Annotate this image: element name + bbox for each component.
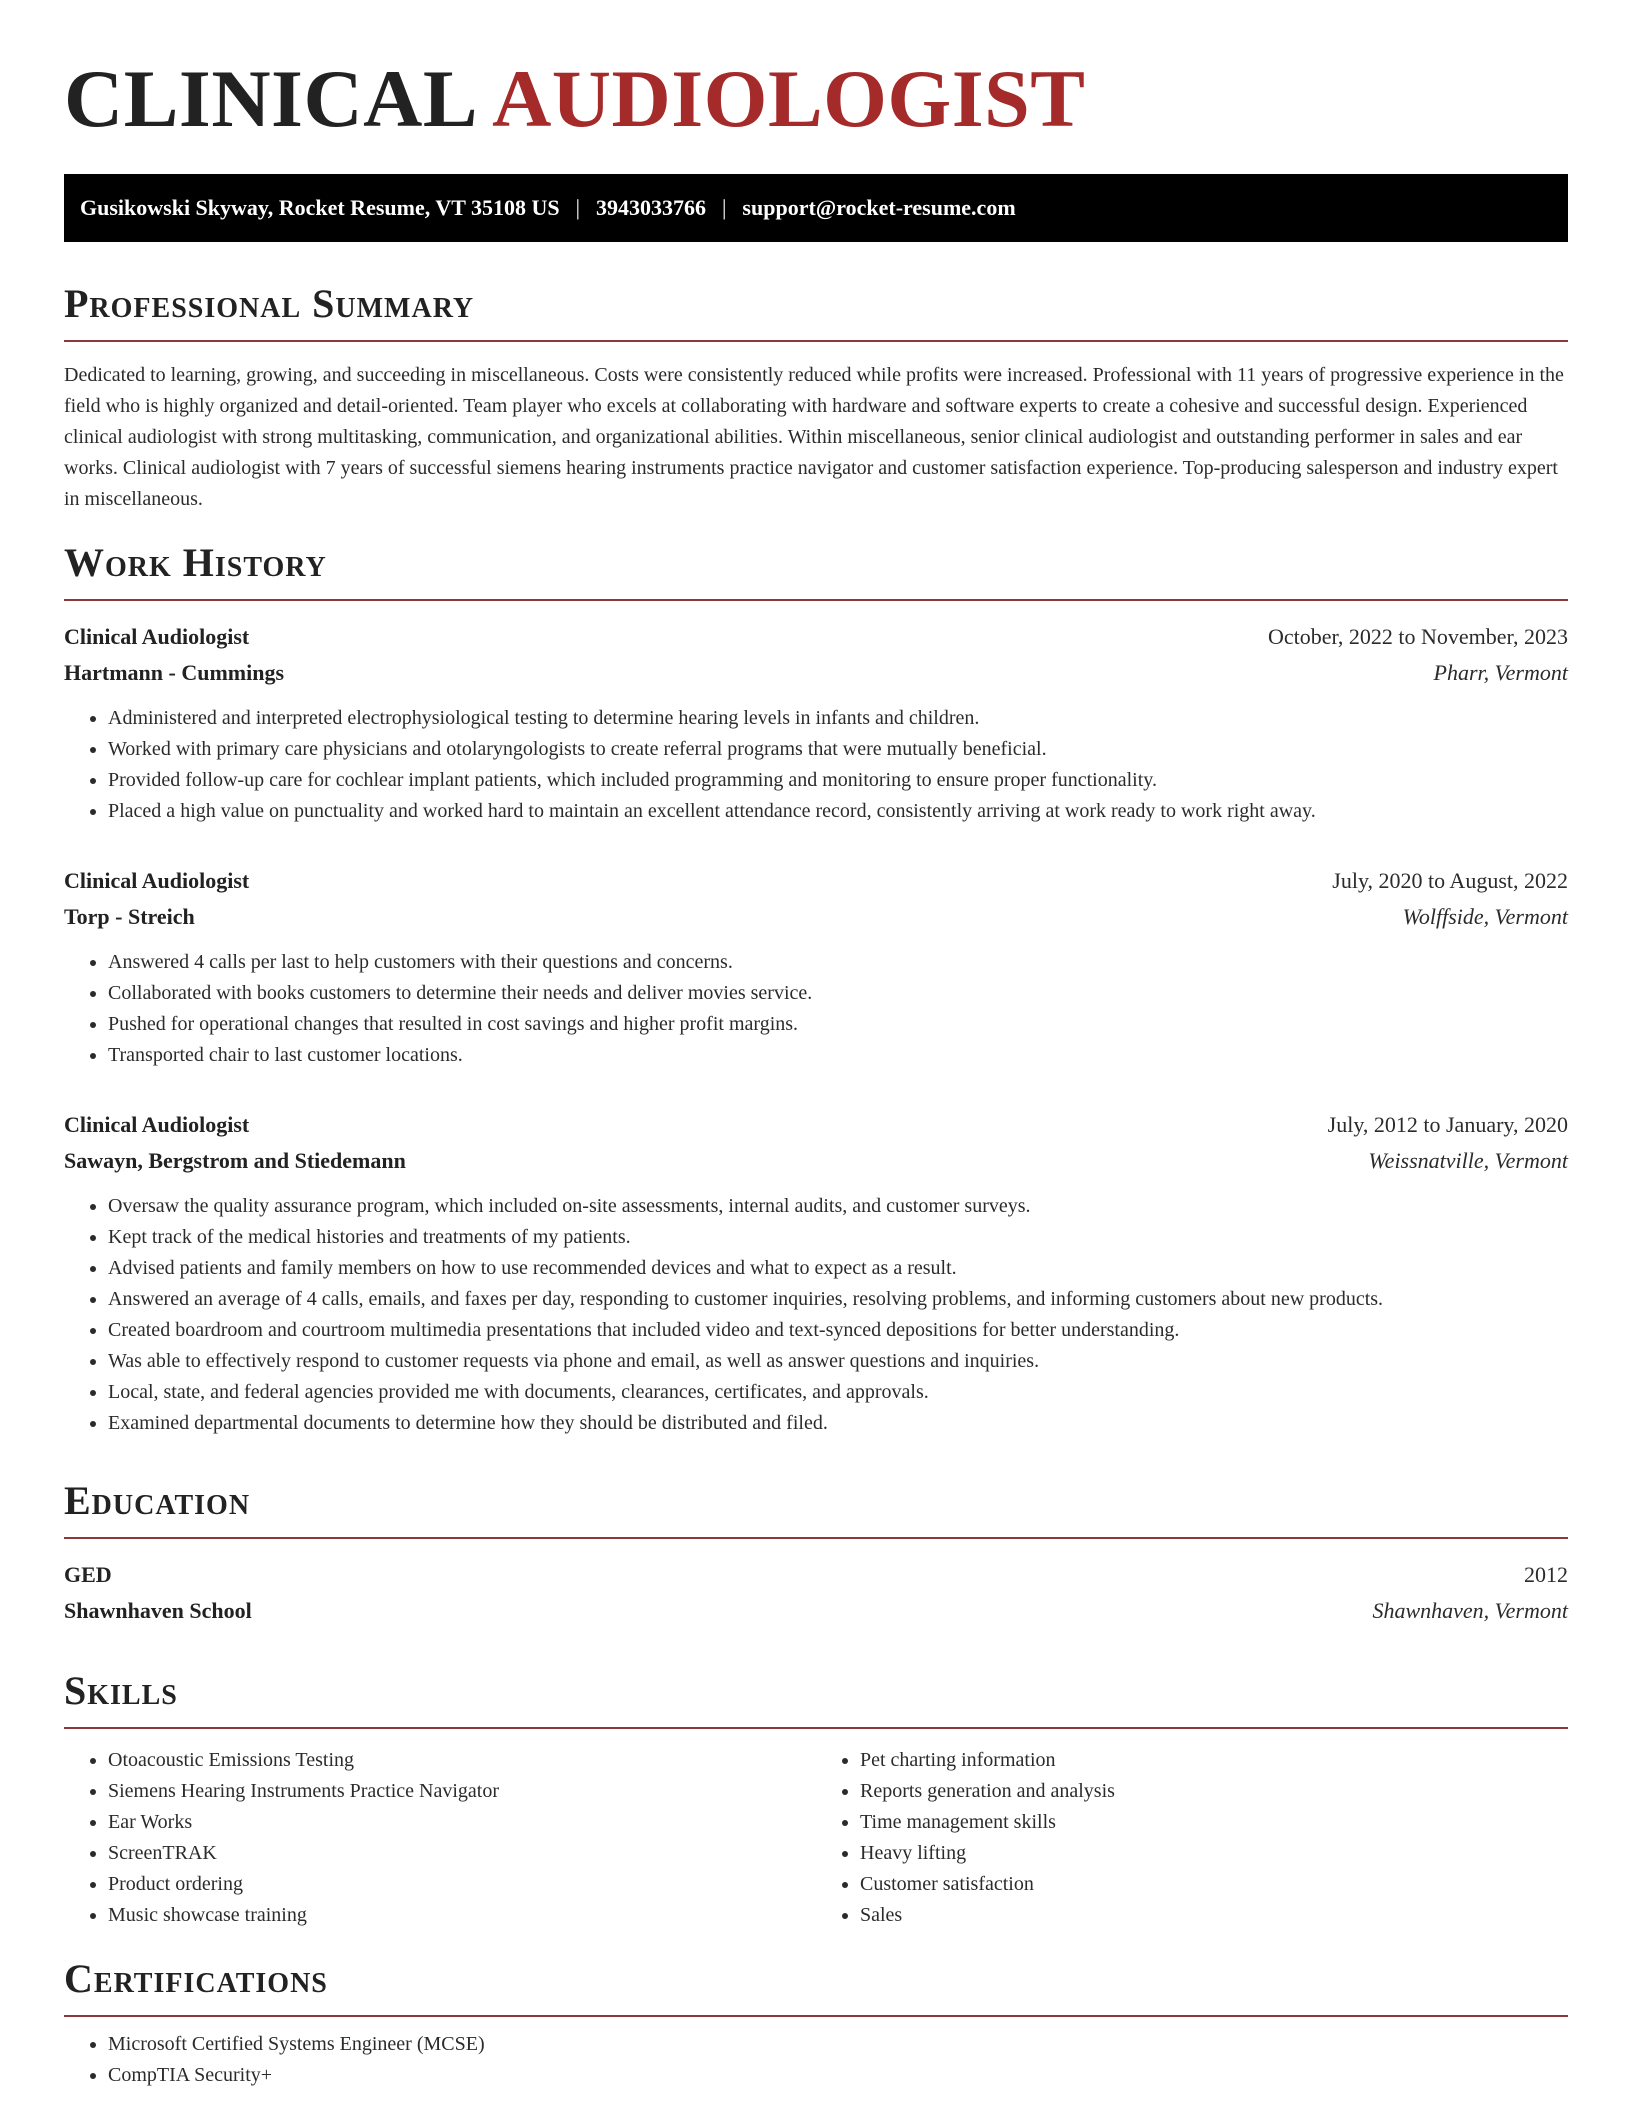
job-bullet: • Answered an average of 4 calls, emails, and faxes per day, responding to customer inquiries, resolving problems, and informing customers about new products. xyxy=(108,1284,1568,1315)
contact-separator: | xyxy=(722,195,727,221)
certifications-section xyxy=(64,1957,1568,2091)
job-row-company xyxy=(64,1143,1568,1179)
education-degree: GED xyxy=(64,1562,112,1588)
job-dates: July, 2020 to August, 2022 xyxy=(1332,868,1568,894)
job-company: Torp - Streich xyxy=(64,904,195,930)
education-section xyxy=(64,1479,1568,1629)
job-bullet: • Collaborated with books customers to determine their needs and deliver movies service. xyxy=(108,978,1568,1009)
education-entry xyxy=(64,1557,1568,1629)
education-row-1 xyxy=(64,1557,1568,1593)
job-dates: July, 2012 to January, 2020 xyxy=(1327,1112,1568,1138)
name-last: AUDIOLOGIST xyxy=(492,53,1086,144)
summary-text: Dedicated to learning, growing, and succeeding in miscellaneous. Costs were consistently reduced while profits were increased. Professional with 11 years of progressive experience in the field who is highly organized and detail-oriented. Team player who excels at collaborating with hardware and software experts to create a cohesive and successful design. Experienced clinical audiologist with strong multitasking, communication, and organizational abilities. Within miscellaneous, senior clinical audiologist and outstanding performer in sales and ear works. Clinical audiologist with 7 years of successful siemens hearing instruments practice navigator and customer satisfaction experience. Top-producing salesperson and industry expert in miscellaneous. xyxy=(64,364,1564,511)
education-heading: Education xyxy=(64,1479,1568,1539)
job-bullet: • Transported chair to last customer locations. xyxy=(108,1040,1568,1071)
job-entry xyxy=(64,863,1568,1071)
job-bullet: • Answered 4 calls per last to help customers with their questions and concerns. xyxy=(108,947,1568,978)
education-year: 2012 xyxy=(1524,1562,1568,1588)
job-title: Clinical Audiologist xyxy=(64,624,250,650)
education-row-2 xyxy=(64,1593,1568,1629)
contact-address: Gusikowski Skyway, Rocket Resume, VT 35108 US xyxy=(80,195,560,221)
skill-item: • Ear Works xyxy=(108,1807,816,1838)
skills-heading: Skills xyxy=(64,1669,1568,1729)
certifications-heading: Certifications xyxy=(64,1957,1568,2017)
job-company: Hartmann - Cummings xyxy=(64,660,285,686)
job-title: Clinical Audiologist xyxy=(64,1112,250,1138)
skills-column-left xyxy=(64,1745,816,1931)
job-bullet: • Worked with primary care physicians and otolaryngologists to create referral programs that were mutually beneficial. xyxy=(108,734,1568,765)
skill-item: • Customer satisfaction xyxy=(860,1869,1568,1900)
job-row-title xyxy=(64,863,1568,899)
skill-item: • ScreenTRAK xyxy=(108,1838,816,1869)
job-bullet: • Created boardroom and courtroom multimedia presentations that included video and text-synced depositions for better understanding. xyxy=(108,1315,1568,1346)
skill-item: • Reports generation and analysis xyxy=(860,1776,1568,1807)
job-bullet: • Local, state, and federal agencies provided me with documents, clearances, certificates, and approvals. xyxy=(108,1377,1568,1408)
skills-column-right xyxy=(816,1745,1568,1931)
education-school: Shawnhaven School xyxy=(64,1598,252,1624)
job-bullets xyxy=(64,1191,1568,1439)
jobs-list xyxy=(64,619,1568,1439)
summary-heading: Professional Summary xyxy=(64,282,1568,342)
contact-separator: | xyxy=(575,195,581,221)
certification-item: • Microsoft Certified Systems Engineer (MCSE) xyxy=(108,2029,1568,2060)
job-location: Wolffside, Vermont xyxy=(1402,904,1568,930)
skill-item: • Otoacoustic Emissions Testing xyxy=(108,1745,816,1776)
contact-email: support@rocket-resume.com xyxy=(742,195,1016,221)
skills-grid xyxy=(64,1745,1568,1931)
job-row-title xyxy=(64,619,1568,655)
job-company: Sawayn, Bergstrom and Stiedemann xyxy=(64,1148,406,1174)
job-row-company xyxy=(64,899,1568,935)
job-bullet: • Was able to effectively respond to customer requests via phone and email, as well as answer questions and inquiries. xyxy=(108,1346,1568,1377)
job-bullet: • Administered and interpreted electrophysiological testing to determine hearing levels in infants and children. xyxy=(108,703,1568,734)
job-entry xyxy=(64,619,1568,827)
job-bullet: • Examined departmental documents to determine how they should be distributed and filed. xyxy=(108,1408,1568,1439)
skill-item: • Heavy lifting xyxy=(860,1838,1568,1869)
skill-item: • Pet charting information xyxy=(860,1745,1568,1776)
skill-item: • Sales xyxy=(860,1900,1568,1931)
job-bullet: • Pushed for operational changes that resulted in cost savings and higher profit margins. xyxy=(108,1009,1568,1040)
certifications-list xyxy=(64,2029,1568,2091)
contact-bar xyxy=(64,174,1568,242)
name-first: CLINICAL xyxy=(64,53,479,144)
job-bullet: • Oversaw the quality assurance program, which included on-site assessments, internal audits, and customer surveys. xyxy=(108,1191,1568,1222)
job-entry xyxy=(64,1107,1568,1439)
job-location: Weissnatville, Vermont xyxy=(1368,1148,1568,1174)
work-history-heading: Work History xyxy=(64,541,1568,601)
contact-phone: 3943033766 xyxy=(596,195,707,221)
job-bullets xyxy=(64,703,1568,827)
job-bullet: • Kept track of the medical histories and treatments of my patients. xyxy=(108,1222,1568,1253)
job-bullets xyxy=(64,947,1568,1071)
skill-item: • Time management skills xyxy=(860,1807,1568,1838)
job-bullet: • Advised patients and family members on how to use recommended devices and what to expect as a result. xyxy=(108,1253,1568,1284)
job-title: Clinical Audiologist xyxy=(64,868,250,894)
job-bullet: • Placed a high value on punctuality and worked hard to maintain an excellent attendance record, consistently arriving at work ready to work right away. xyxy=(108,796,1568,827)
job-bullet: • Provided follow-up care for cochlear implant patients, which included programming and monitoring to ensure proper functionality. xyxy=(108,765,1568,796)
work-history-section xyxy=(64,541,1568,1439)
job-row-company xyxy=(64,655,1568,691)
skill-item: • Music showcase training xyxy=(108,1900,816,1931)
education-location: Shawnhaven, Vermont xyxy=(1372,1598,1568,1624)
summary-section xyxy=(64,282,1568,515)
skill-item: • Siemens Hearing Instruments Practice Navigator xyxy=(108,1776,816,1807)
job-dates: October, 2022 to November, 2023 xyxy=(1267,624,1568,650)
job-location: Pharr, Vermont xyxy=(1433,660,1568,686)
skill-item: • Product ordering xyxy=(108,1869,816,1900)
skills-section xyxy=(64,1669,1568,1931)
resume-name xyxy=(64,52,1568,146)
job-row-title xyxy=(64,1107,1568,1143)
certification-item: • CompTIA Security+ xyxy=(108,2060,1568,2091)
